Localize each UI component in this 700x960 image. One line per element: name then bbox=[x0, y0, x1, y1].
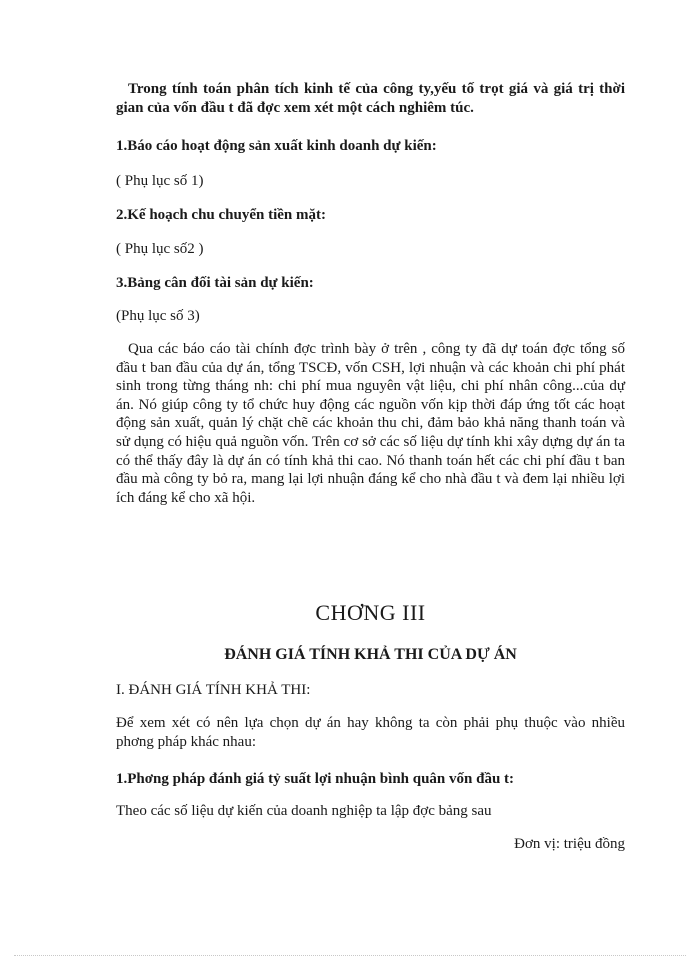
summary-paragraph: Qua các báo cáo tài chính đợc trình bày ở trên , công ty đã dự toán đợc tổng số đầu t ban đầu của dự án, tổng TSCĐ, vốn CSH, lợi nhuận và các khoản chi phí phát sinh trong từng tháng nh: chi phí mua nguyên vật liệu, chi phí nhân công...của dự án. Nó giúp công ty tổ chức huy động các nguồn vốn kịp thời đáp ứng tốt các hoạt động sản xuất, quản lý chặt chẽ các khoản thu chi, đảm bảo khả năng thanh toán và sử dụng có hiệu quả nguồn vốn. Trên cơ sở các số liệu dự tính khi xây dựng dự án ta có thể thấy đây là dự án có tính khả thi cao. Nó thanh toán hết các chi phí đầu t ban đầu mà công ty bỏ ra, mang lại lợi nhuận đáng kể cho nhà đầu t và đem lại nhiều lợi ích đáng kể cho xã hội. bbox=[116, 341, 625, 506]
section1-heading: 1.Báo cáo hoạt động sản xuất kinh doanh dự kiến: bbox=[116, 138, 437, 154]
method1-text: Theo các số liệu dự kiến của doanh nghiệp ta lập đợc bảng sau bbox=[116, 803, 492, 819]
part1-text: Để xem xét có nên lựa chọn dự án hay không ta còn phải phụ thuộc vào nhiều phơng pháp khác nhau: bbox=[116, 715, 625, 750]
section3-heading: 3.Bảng cân đối tài sản dự kiến: bbox=[116, 275, 314, 291]
section2-heading: 2.Kế hoạch chu chuyển tiền mặt: bbox=[116, 207, 326, 223]
method1-heading: 1.Phơng pháp đánh giá tỷ suất lợi nhuận bình quân vốn đầu t: bbox=[116, 771, 515, 787]
intro-paragraph: Trong tính toán phân tích kinh tế của công ty,yếu tố trọt giá và giá trị thời gian của vốn đầu t đã đợc xem xét một cách nghiêm túc. bbox=[116, 81, 625, 116]
page-bottom-divider bbox=[14, 955, 686, 956]
section1-ref: ( Phụ lục số 1) bbox=[116, 173, 204, 189]
part1-heading: I. ĐÁNH GIÁ TÍNH KHẢ THI: bbox=[116, 682, 311, 698]
section2-ref: ( Phụ lục số2 ) bbox=[116, 241, 204, 257]
chapter-title: ĐÁNH GIÁ TÍNH KHẢ THI CỦA DỰ ÁN bbox=[224, 646, 517, 663]
chapter-heading: CHƠNG III bbox=[315, 600, 426, 625]
section3-ref: (Phụ lục số 3) bbox=[116, 308, 200, 324]
unit-note: Đơn vị: triệu đồng bbox=[514, 836, 625, 852]
